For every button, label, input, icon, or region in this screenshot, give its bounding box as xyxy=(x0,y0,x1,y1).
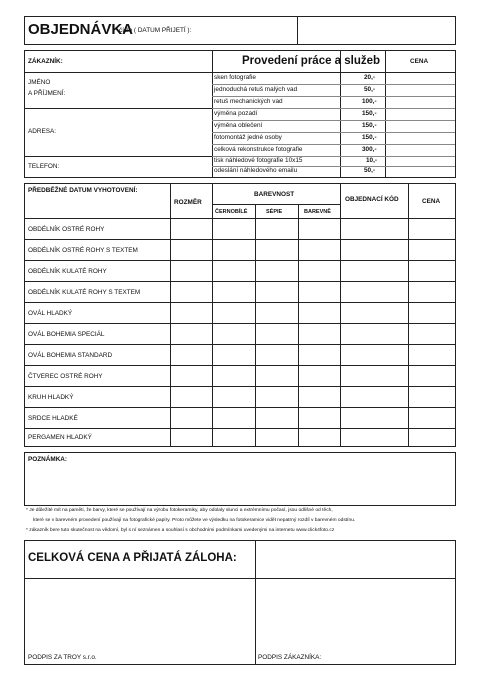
service-price: 300,- xyxy=(362,146,377,153)
services-title: Provedení práce a služeb xyxy=(242,55,381,67)
name-label-line1: JMÉNO xyxy=(28,79,51,86)
service-item xyxy=(214,97,454,108)
service-item xyxy=(214,121,454,132)
service-name: retuš mechanických vad xyxy=(214,98,283,105)
service-price: 20,- xyxy=(364,74,376,81)
order-number-label: číslo ( DATUM PŘIJETÍ ): xyxy=(119,27,192,34)
name-label-line2: A PŘÍJMENÍ: xyxy=(28,90,66,97)
phone-label: TELEFON: xyxy=(28,163,60,170)
service-price: 150,- xyxy=(362,122,377,129)
disclaimer-line-1: * Je důležité mít na paměti, že barvy, které se používají na výrobu fotokeramiky, aby odolaly slunci a extrémnímu počasí, jsou odlišné od těch, xyxy=(26,508,333,513)
service-name: fotomontáž jedné osoby xyxy=(214,134,282,141)
service-name: jednoduchá retuš malých vad xyxy=(214,86,298,93)
service-item xyxy=(214,109,454,120)
color-sub-color: BAREVNĚ xyxy=(304,209,331,215)
size-header: ROZMĚR xyxy=(174,199,202,206)
color-sub-sepia: SÉPIE xyxy=(266,209,283,215)
company-signature-label: PODPIS ZA TROY s.r.o. xyxy=(28,654,97,661)
completion-date-field[interactable] xyxy=(28,196,166,216)
service-item xyxy=(214,73,454,84)
color-header: BAREVNOST xyxy=(254,191,295,198)
note-label: POZNÁMKA: xyxy=(28,456,68,463)
service-name: výměna oblečení xyxy=(214,122,263,129)
service-price: 50,- xyxy=(364,167,376,174)
note-box xyxy=(24,452,456,506)
disclaimer-line-2: které se v barevném provedení používají na fotografické papíry. Proto můžete ve výsledku na fotokeramice vidět nepatrný rozdíl v barevném odstínu. xyxy=(33,518,356,523)
products-table xyxy=(24,183,456,447)
product-row-label: OVÁL BOHEMIA STANDARD xyxy=(28,352,113,359)
customer-signature-field[interactable] xyxy=(259,581,452,651)
customer-signature-label: PODPIS ZÁKAZNÍKA: xyxy=(258,654,322,661)
product-row-label: OBDÉLNÍK KULATÉ ROHY S TEXTEM xyxy=(28,289,141,296)
product-row-label: PERGAMEN HLADKÝ xyxy=(28,434,92,441)
product-row-label: OVÁL BOHEMIA SPECIÁL xyxy=(28,331,105,338)
service-item xyxy=(214,133,454,144)
service-price: 10,- xyxy=(366,157,378,164)
customer-services-section xyxy=(24,50,456,178)
customer-phone-field[interactable] xyxy=(87,158,209,175)
order-title: OBJEDNÁVKA xyxy=(28,21,134,38)
service-name: tisk náhledové fotografie 10x15 xyxy=(214,157,303,164)
service-item xyxy=(214,85,454,96)
service-name: celková rekonstrukce fotografie xyxy=(214,146,303,153)
total-title: CELKOVÁ CENA A PŘIJATÁ ZÁLOHA: xyxy=(28,552,237,564)
product-row-label: OVÁL HLADKÝ xyxy=(28,310,73,317)
service-item xyxy=(214,156,454,166)
product-row-label: OBDÉLNÍK KULATÉ ROHY xyxy=(28,268,107,275)
service-item xyxy=(214,145,454,156)
customer-name-field[interactable] xyxy=(87,75,209,105)
service-item xyxy=(214,166,454,177)
address-label: ADRESA: xyxy=(28,128,57,135)
note-field[interactable] xyxy=(28,466,452,503)
product-row-label: KRUH HLADKÝ xyxy=(28,394,74,401)
customer-heading: ZÁKAZNÍK: xyxy=(28,58,63,65)
services-price-header: CENA xyxy=(410,58,429,65)
service-name: odeslání náhledového emailu xyxy=(214,167,298,174)
order-code-header: OBJEDNACÍ KÓD xyxy=(345,196,399,203)
completion-date-label: PŘEDBĚŽNÉ DATUM VYHOTOVENÍ: xyxy=(28,187,138,194)
disclaimer-line-3: * zákazník bere tuto skutečnost na vědomí, byl s ní seznámen a souhlasí s obchodními podmínkami uvedenými na internetu www.click4foto.cz xyxy=(26,528,335,533)
service-price: 150,- xyxy=(362,134,377,141)
company-signature-field[interactable] xyxy=(28,581,252,651)
service-name: výměna pozadí xyxy=(214,110,258,117)
customer-address-field[interactable] xyxy=(87,111,209,154)
total-amount-field[interactable] xyxy=(259,544,452,575)
order-number-field[interactable] xyxy=(300,19,452,42)
order-header xyxy=(24,16,456,45)
product-price-header: CENA xyxy=(422,198,441,205)
color-sub-bw: ČERNOBÍLÉ xyxy=(215,209,248,215)
product-row-label: OBDÉLNÍK OSTRÉ ROHY S TEXTEM xyxy=(28,247,138,254)
service-name: sken fotografie xyxy=(214,74,256,81)
product-row-label: ČTVEREC OSTRÉ ROHY xyxy=(28,373,103,380)
service-price: 100,- xyxy=(362,98,377,105)
service-price: 150,- xyxy=(362,110,377,117)
service-price: 50,- xyxy=(364,86,376,93)
product-row-label: OBDÉLNÍK OSTRÉ ROHY xyxy=(28,226,105,233)
product-row-label: SRDCE HLADKÉ xyxy=(28,415,78,422)
total-section xyxy=(24,540,456,665)
